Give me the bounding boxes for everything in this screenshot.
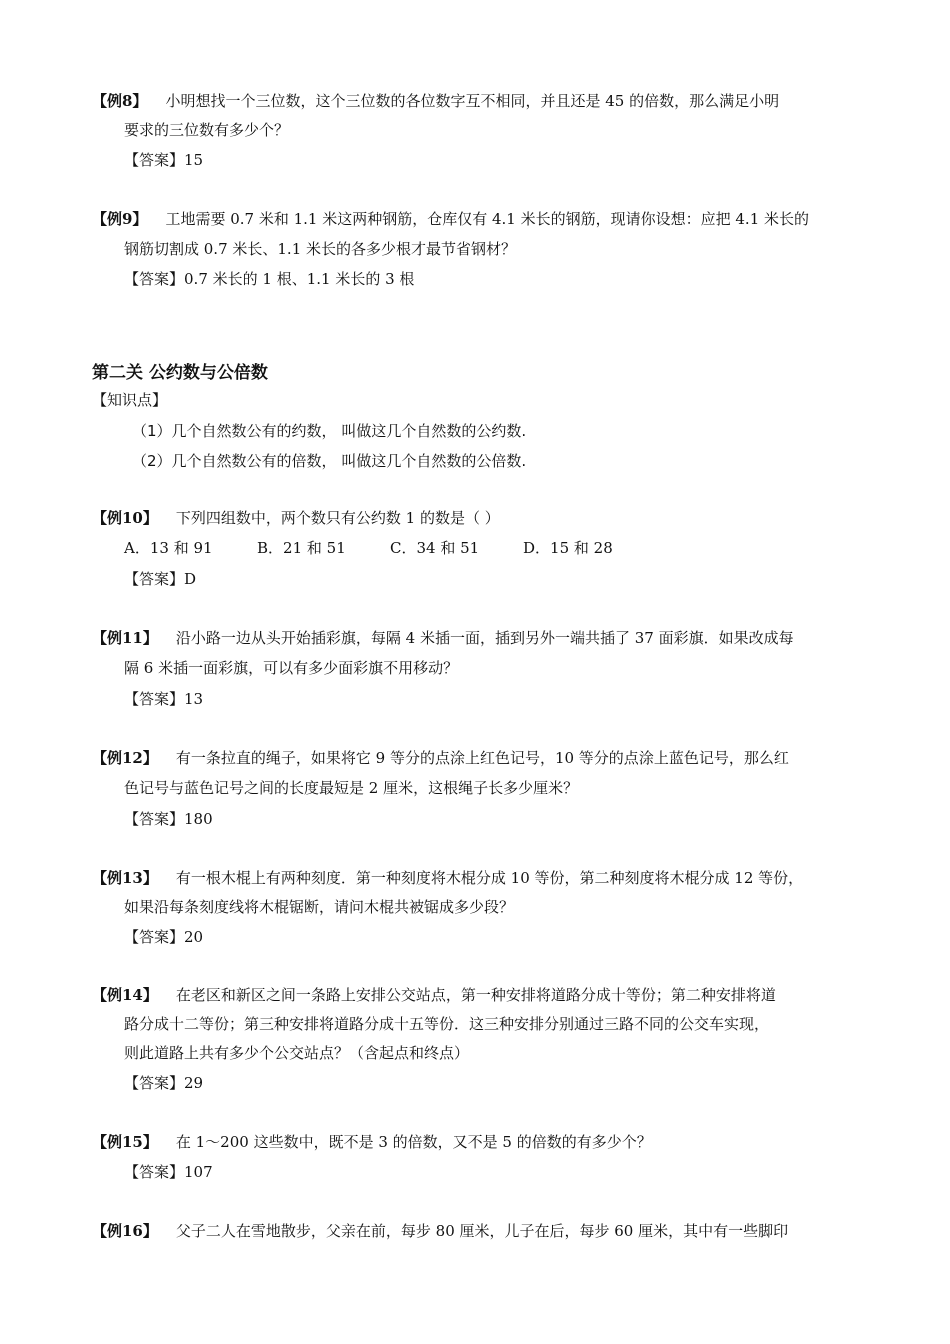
answer-value: 13 [184,690,204,708]
example-9-line-1 [92,209,809,229]
answer-value: 0.7 米长的 1 根、1.1 米长的 3 根 [184,270,415,288]
answer-label: 【答案】 [124,1163,185,1181]
knowledge-label: 【知识点】 [92,391,168,409]
example-label: 【例16】 [92,1222,158,1240]
question-text: 有一根木棍上有两种刻度．第一种刻度将木棍分成 10 等份，第二种刻度将木棍分成 12 等份， [175,869,804,887]
example-label: 【例13】 [92,869,158,887]
example-label: 【例15】 [92,1133,158,1151]
question-text: 在老区和新区之间一条路上安排公交站点，第一种安排将道路分成十等份；第二种安排将道 [175,986,776,1004]
example-13-answer [124,927,203,947]
example-11-line-1 [92,628,794,648]
example-12-line-1 [92,748,789,768]
answer-value: 29 [184,1074,204,1092]
example-8-line-1 [92,91,779,111]
example-12-answer [124,809,213,829]
example-16-line-1 [92,1221,788,1241]
option-a: A．13 和 91 [124,539,213,557]
example-14-line-1 [92,985,776,1005]
option-c: C．34 和 51 [390,539,480,557]
answer-label: 【答案】 [124,1074,185,1092]
answer-value: 20 [184,928,204,946]
knowledge-point-2: （2）几个自然数公有的倍数， 叫做这几个自然数的公倍数. [132,452,527,470]
example-10-answer [124,569,196,589]
answer-label: 【答案】 [124,928,185,946]
question-text: 沿小路一边从头开始插彩旗，每隔 4 米插一面，插到另外一端共插了 37 面彩旗．如果改成每 [175,629,794,647]
option-b: B．21 和 51 [257,539,346,557]
example-14-line-2: 路分成十二等份；第三种安排将道路分成十五等份．这三种安排分别通过三路不同的公交车实现， [124,1015,770,1033]
section-title: 第二关 公约数与公倍数 [92,363,268,383]
answer-value: 107 [184,1163,213,1181]
knowledge-point-1: （1）几个自然数公有的约数， 叫做这几个自然数的公约数. [132,422,527,440]
example-label: 【例12】 [92,749,158,767]
example-label: 【例8】 [92,92,148,110]
question-text: 下列四组数中，两个数只有公约数 1 的数是（ ） [175,509,500,527]
example-14-answer [124,1073,203,1093]
answer-value: 15 [184,151,204,169]
example-13-line-2: 如果沿每条刻度线将木棍锯断，请问木棍共被锯成多少段？ [124,898,515,916]
answer-label: 【答案】 [124,690,185,708]
example-9-answer [124,269,414,289]
answer-label: 【答案】 [124,570,185,588]
example-10-options [124,538,656,558]
example-15-line-1 [92,1132,652,1152]
answer-value: D [184,570,197,588]
question-text: 有一条拉直的绳子，如果将它 9 等分的点涂上红色记号，10 等分的点涂上蓝色记号，那么红 [175,749,789,767]
example-8-answer [124,150,203,170]
example-13-line-1 [92,868,803,888]
example-label: 【例10】 [92,509,158,527]
answer-label: 【答案】 [124,151,185,169]
example-10-line-1 [92,508,500,528]
example-8-line-2: 要求的三位数有多少个？ [124,121,290,139]
example-14-line-3: 则此道路上共有多少个公交站点？（含起点和终点） [124,1044,470,1062]
example-15-answer [124,1162,213,1182]
question-text: 小明想找一个三位数，这个三位数的各位数字互不相同，并且还是 45 的倍数，那么满足小明 [165,92,780,110]
answer-label: 【答案】 [124,270,185,288]
example-label: 【例9】 [92,210,148,228]
example-label: 【例11】 [92,629,158,647]
answer-value: 180 [184,810,213,828]
question-text: 父子二人在雪地散步，父亲在前，每步 80 厘米，儿子在后，每步 60 厘米，其中有一些脚印 [175,1222,789,1240]
example-12-line-2: 色记号与蓝色记号之间的长度最短是 2 厘米，这根绳子长多少厘米？ [124,779,579,797]
example-11-line-2: 隔 6 米插一面彩旗，可以有多少面彩旗不用移动？ [124,659,459,677]
option-d: D．15 和 28 [523,539,613,557]
example-11-answer [124,689,203,709]
question-text: 工地需要 0.7 米和 1.1 米这两种钢筋，仓库仅有 4.1 米长的钢筋，现请你设想：应把 4.1 米长的 [165,210,810,228]
example-label: 【例14】 [92,986,158,1004]
answer-label: 【答案】 [124,810,185,828]
question-text: 在 1～200 这些数中，既不是 3 的倍数，又不是 5 的倍数的有多少个？ [175,1133,652,1151]
example-9-line-2: 钢筋切割成 0.7 米长、1.1 米长的各多少根才最节省钢材？ [124,240,517,258]
